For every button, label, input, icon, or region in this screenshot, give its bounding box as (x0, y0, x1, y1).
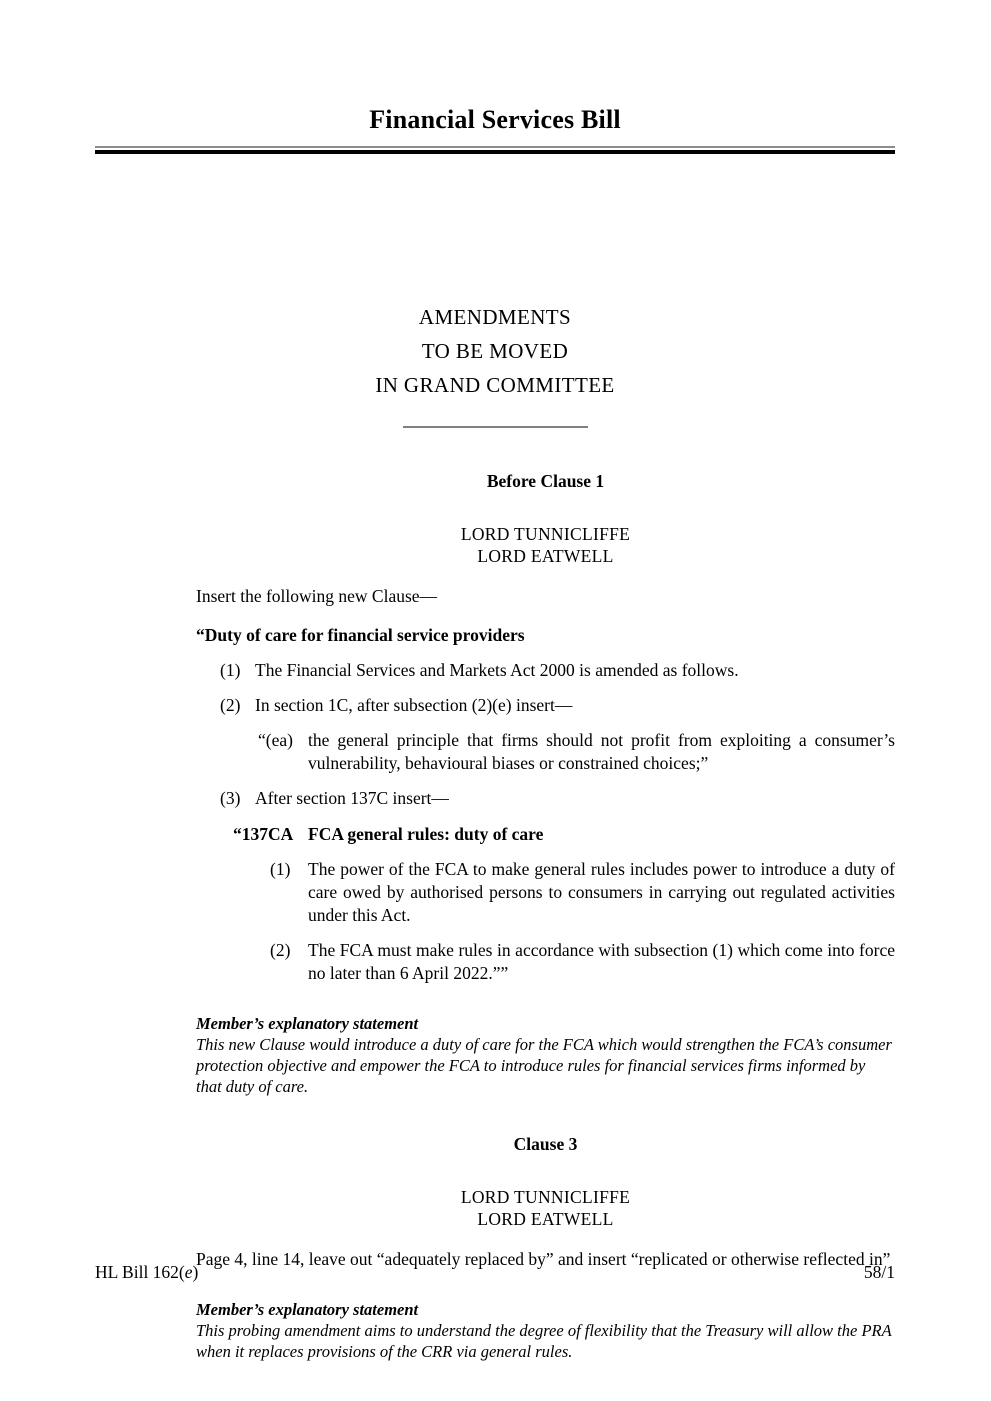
item-text: After section 137C insert— (255, 788, 449, 808)
rule-thick-line (95, 150, 895, 154)
sponsor-list (196, 1186, 895, 1230)
inserted-section-heading (196, 823, 895, 846)
subsection-marker: (2) (270, 940, 291, 960)
inserted-subsection (196, 939, 895, 985)
explanatory-body: This probing amendment aims to understand the degree of flexibility that the Treasury will allow the PRA when it replaces provisions of the CRR via general rules. (196, 1321, 892, 1361)
bill-reference (95, 1262, 198, 1283)
explanatory-heading: Member’s explanatory statement (196, 1300, 419, 1319)
amendment-clause-3 (196, 1133, 895, 1362)
clause-heading: Before Clause 1 (486, 471, 605, 491)
explanatory-statement (196, 1013, 895, 1097)
sponsor-name: LORD EATWELL (477, 1209, 614, 1229)
amendment-before-clause-1 (196, 470, 895, 1097)
subsection-text: The power of the FCA to make general rules includes power to introduce a duty of care owed by authorised persons to consumers in carrying out regulated activities under this Act. (308, 859, 895, 925)
heading-line-in-grand-committee: IN GRAND COMMITTEE (375, 373, 615, 397)
explanatory-statement (196, 1299, 895, 1362)
bill-reference-suffix: ) (192, 1262, 199, 1282)
item-text: The Financial Services and Markets Act 2000 is amended as follows. (255, 660, 739, 680)
inserted-section-title: FCA general rules: duty of care (308, 824, 544, 844)
subsection-text: The FCA must make rules in accordance with subsection (1) which come into force no later than 6 April 2022.”” (308, 940, 895, 983)
bill-reference-letter: e (184, 1262, 193, 1282)
item-marker: (1) (220, 660, 241, 680)
page-title: Financial Services Bill (369, 105, 621, 134)
short-rule-line (403, 426, 588, 428)
item-marker: (2) (220, 695, 241, 715)
amendments-body (196, 470, 895, 1362)
bill-reference-prefix: HL Bill 162( (95, 1262, 185, 1282)
inserted-section-number: “137CA (233, 824, 294, 844)
clause-item (196, 787, 895, 810)
sponsor-name: LORD TUNNICLIFFE (460, 1187, 631, 1207)
sponsor-name: LORD TUNNICLIFFE (460, 524, 631, 544)
clause-item (196, 659, 895, 682)
heading-line-amendments: AMENDMENTS (418, 305, 572, 329)
heading-separator (95, 426, 895, 428)
amendment-text: Page 4, line 14, leave out “adequately replaced by” and insert “replicated or otherwise reflected in” (196, 1249, 891, 1269)
amendments-heading-block (95, 300, 895, 428)
masthead (95, 106, 895, 135)
page-number: 58/1 (863, 1262, 895, 1282)
sponsor-list (196, 523, 895, 567)
clause-heading: Clause 3 (513, 1134, 578, 1154)
inserted-subsection (196, 858, 895, 927)
insert-instruction: Insert the following new Clause— (196, 586, 438, 606)
sponsor-name: LORD EATWELL (477, 546, 614, 566)
clause-item (196, 694, 895, 717)
masthead-rule (95, 146, 895, 154)
page-footer (95, 1262, 895, 1283)
explanatory-heading: Member’s explanatory statement (196, 1014, 419, 1033)
sub-item-text: the general principle that firms should not profit from exploiting a consumer’s vulnerability, behavioural biases or constrained choices;” (308, 730, 895, 773)
explanatory-body: This new Clause would introduce a duty of care for the FCA which would strengthen the FCA’s consumer protection objective and empower the FCA to introduce rules for financial services firms informed by that duty of care. (196, 1035, 892, 1096)
item-text: In section 1C, after subsection (2)(e) insert— (255, 695, 573, 715)
new-clause-title: “Duty of care for financial service providers (196, 625, 525, 645)
item-marker: (3) (220, 788, 241, 808)
subsection-marker: (1) (270, 859, 291, 879)
heading-line-to-be-moved: TO BE MOVED (421, 339, 569, 363)
sub-item-marker: “(ea) (258, 730, 293, 750)
clause-sub-item (196, 729, 895, 775)
